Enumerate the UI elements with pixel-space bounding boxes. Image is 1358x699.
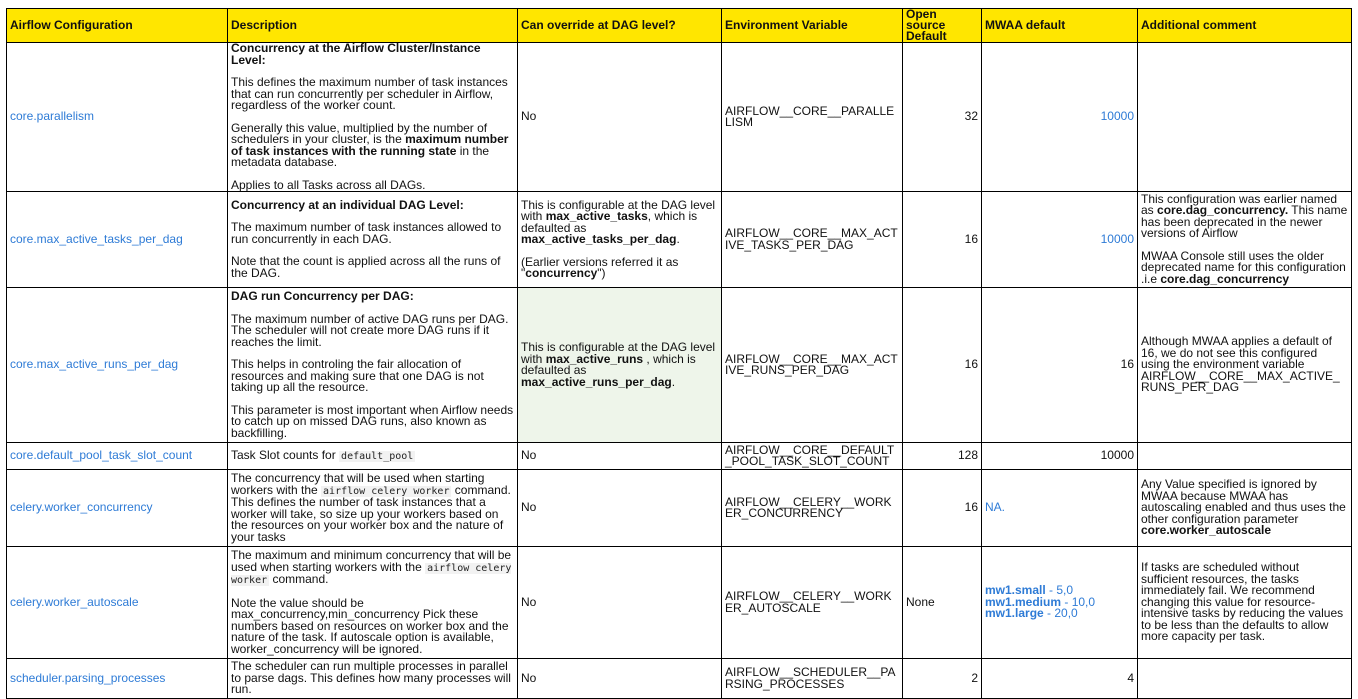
override-text: . [676, 232, 680, 246]
comment-cell [1138, 43, 1352, 192]
comment-cell: Although MWAA applies a default of 16, we do not see this configured using the environment variable AIRFLOW__CORE__MAX_ACTIVE_RUNS_PER_DAG [1138, 288, 1352, 443]
comment-emphasis: core.dag_concurrency [1160, 271, 1290, 286]
description-text: Task Slot counts for [231, 447, 340, 462]
mwaa-default-cell: 10000 [982, 443, 1138, 470]
config-name-cell[interactable]: core.max_active_runs_per_dag [7, 288, 228, 443]
override-cell [518, 192, 722, 288]
description-paragraph: The maximum number of active DAG runs per DAG. The scheduler will not create more DAG runs if it reaches the limit. [231, 311, 509, 349]
override-paragraph [521, 254, 718, 280]
mwaa-default-cell: NA. [982, 470, 1138, 547]
table-row-core-default-pool-task-slot-count [7, 443, 1352, 470]
description-text: command. This defines the number of task instances that a worker will take, so size up your workers based on the resources on your worker box and the nature of your tasks [231, 482, 511, 544]
mwaa-size-name: mw1.small [985, 583, 1046, 598]
description-paragraph: Applies to all Tasks across all DAGs. [231, 177, 426, 192]
open-source-default-cell: 16 [903, 470, 982, 547]
override-paragraph [521, 342, 718, 388]
env-var-cell: AIRFLOW__CORE__DEFAULT_POOL_TASK_SLOT_COUNT [722, 443, 903, 470]
description-title: DAG run Concurrency per DAG: [231, 289, 414, 303]
env-var-cell: AIRFLOW__CELERY__WORKER_CONCURRENCY [722, 470, 903, 547]
header-description: Description [228, 9, 518, 43]
table-row-core-max-active-tasks-per-dag [7, 192, 1352, 288]
description-cell [228, 288, 518, 443]
description-paragraph [231, 550, 514, 587]
override-text: . [671, 374, 676, 389]
config-name-cell[interactable]: core.default_pool_task_slot_count [7, 443, 228, 470]
comment-paragraph [1141, 248, 1348, 286]
header-airflow-configuration: Airflow Configuration [7, 9, 228, 43]
open-source-default-cell: 128 [903, 443, 982, 470]
override-cell: No [518, 43, 722, 192]
description-text: The maximum and minimum concurrency that will be used when starting workers with the [231, 548, 512, 574]
override-emphasis: max_active_runs [545, 351, 644, 366]
description-cell [228, 443, 518, 470]
env-var-cell: AIRFLOW__CORE__MAX_ACTIVE_TASKS_PER_DAG [722, 192, 903, 288]
description-paragraph: This parameter is most important when Airflow needs to catch up on missed DAG runs, also known as backfilling. [231, 402, 514, 440]
header-additional-comment: Additional comment [1138, 9, 1352, 43]
mwaa-size-value: - 10,0 [1061, 594, 1096, 609]
comment-text: This name has been deprecated in the newer versions of Airflow [1141, 203, 1348, 241]
mwaa-size-name: mw1.large [985, 606, 1044, 621]
description-code: airflow celery worker [231, 562, 512, 586]
comment-text: MWAA Console still uses the older deprecated name for this configuration .i.e [1141, 248, 1346, 286]
comment-emphasis: core.worker_autoscale [1141, 523, 1272, 538]
mwaa-size-value: - 20,0 [1043, 606, 1078, 621]
config-name-cell[interactable]: scheduler.parsing_processes [7, 659, 228, 699]
mwaa-default-cell [982, 547, 1138, 659]
mwaa-size-name: mw1.medium [985, 594, 1062, 609]
override-cell [518, 288, 722, 443]
table-row-core-parallelism [7, 43, 1352, 192]
comment-cell [1138, 443, 1352, 470]
override-emphasis: concurrency [525, 266, 598, 280]
config-name-cell[interactable]: core.parallelism [7, 43, 228, 192]
comment-paragraph [1141, 191, 1348, 241]
config-name-cell[interactable]: core.max_active_tasks_per_dag [7, 192, 228, 288]
mwaa-default-cell: 4 [982, 659, 1138, 699]
description-cell [228, 192, 518, 288]
header-environment-variable: Environment Variable [722, 9, 903, 43]
override-cell: No [518, 470, 722, 547]
header-mwaa-default: MWAA default [982, 9, 1138, 43]
description-paragraph: The maximum number of task instances allowed to run concurrently in each DAG. [231, 220, 502, 246]
open-source-default-cell: 16 [903, 288, 982, 443]
override-emphasis: max_active_runs_per_dag [521, 374, 672, 389]
description-title: Concurrency at the Airflow Cluster/Instance Level: [231, 42, 481, 67]
env-var-cell: AIRFLOW__SCHEDULER__PARSING_PROCESSES [722, 659, 903, 699]
description-text: Generally this value, multiplied by the number of schedulers in your cluster, is the [231, 120, 488, 146]
table-row-core-max-active-runs-per-dag [7, 288, 1352, 443]
open-source-default-cell: 2 [903, 659, 982, 699]
override-text: This is configurable at the DAG level with [521, 340, 716, 366]
open-source-default-cell: 32 [903, 43, 982, 192]
mwaa-default-cell: 16 [982, 288, 1138, 443]
override-emphasis: max_active_tasks [545, 209, 648, 223]
description-title: Concurrency at an individual DAG Level: [231, 197, 464, 212]
description-paragraph: Note that the count is applied across all the runs of the DAG. [231, 254, 501, 280]
comment-cell [1138, 192, 1352, 288]
header-row [7, 9, 1352, 43]
env-var-cell: AIRFLOW__CORE__PARALLELISM [722, 43, 903, 192]
table-row-scheduler-parsing-processes [7, 659, 1352, 699]
env-var-cell: AIRFLOW__CELERY__WORKER_AUTOSCALE [722, 547, 903, 659]
description-cell [228, 547, 518, 659]
comment-text: This configuration was earlier named as [1141, 191, 1338, 218]
env-var-cell: AIRFLOW__CORE__MAX_ACTIVE_RUNS_PER_DAG [722, 288, 903, 443]
comment-cell: If tasks are scheduled without sufficient resources, the tasks immediately fail. We recommend changing this value for resource-intensive tasks by reducing the values to be less than the defaults to allow more capacity per task. [1138, 547, 1352, 659]
override-text: This is configurable at the DAG level with [521, 197, 716, 223]
comment-cell [1138, 659, 1352, 699]
description-cell: The scheduler can run multiple processes in parallel to parse dags. This defines how many processes will run. [228, 659, 518, 699]
description-code: default_pool [341, 450, 414, 462]
header-open-source-default-line2: Default [906, 29, 947, 43]
description-cell [228, 470, 518, 547]
mwaa-size-line [985, 608, 1134, 620]
description-text: command. [269, 572, 329, 586]
override-cell: No [518, 659, 722, 699]
mwaa-default-cell: 10000 [982, 192, 1138, 288]
airflow-config-table [6, 8, 1352, 699]
header-open-source-default-line1: Open source [906, 8, 946, 32]
override-text: , which is defaulted as [521, 209, 698, 235]
table-row-celery-worker-autoscale [7, 547, 1352, 659]
override-text: , which is defaulted as [521, 351, 696, 377]
description-paragraph: Note the value should be max_concurrency,min_concurrency Pick these numbers based on resources on worker box and the nature of the task. If autoscale option is available, worker_concurrency will be ignored. [231, 595, 509, 656]
description-paragraph: This helps in controling the fair allocation of resources and making sure that one DAG is not taking up all the resource. [231, 357, 484, 394]
override-cell: No [518, 547, 722, 659]
header-can-override: Can override at DAG level? [518, 9, 722, 43]
mwaa-default-cell: 10000 [982, 43, 1138, 192]
description-cell [228, 43, 518, 192]
comment-cell [1138, 470, 1352, 547]
table-row-celery-worker-concurrency [7, 470, 1352, 547]
description-text: The concurrency that will be used when starting workers with the [231, 471, 485, 497]
open-source-default-cell: 16 [903, 192, 982, 288]
mwaa-size-value: - 5,0 [1045, 583, 1074, 598]
description-paragraph [231, 120, 514, 169]
config-name-cell[interactable]: celery.worker_concurrency [7, 470, 228, 547]
description-paragraph: This defines the maximum number of task instances that can run concurrently per scheduler in Airflow, regardless of the worker count. [231, 75, 508, 112]
override-emphasis: max_active_tasks_per_dag [521, 232, 677, 246]
open-source-default-cell: None [903, 547, 982, 659]
override-paragraph [521, 197, 718, 246]
description-code: airflow celery worker [323, 485, 450, 497]
header-open-source-default [903, 9, 982, 43]
description-text: in the metadata database. [231, 143, 490, 169]
config-name-cell[interactable]: celery.worker_autoscale [7, 547, 228, 659]
comment-emphasis: core.dag_concurrency. [1157, 203, 1289, 218]
comment-text: Any Value specified is ignored by MWAA because MWAA has autoscaling enabled and thus uses the other configuration parameter [1141, 477, 1346, 526]
override-text: ") [597, 266, 606, 280]
override-text: (Earlier versions referred it as " [521, 254, 679, 280]
description-emphasis: maximum number of task instances with the running state [231, 132, 509, 158]
override-cell: No [518, 443, 722, 470]
